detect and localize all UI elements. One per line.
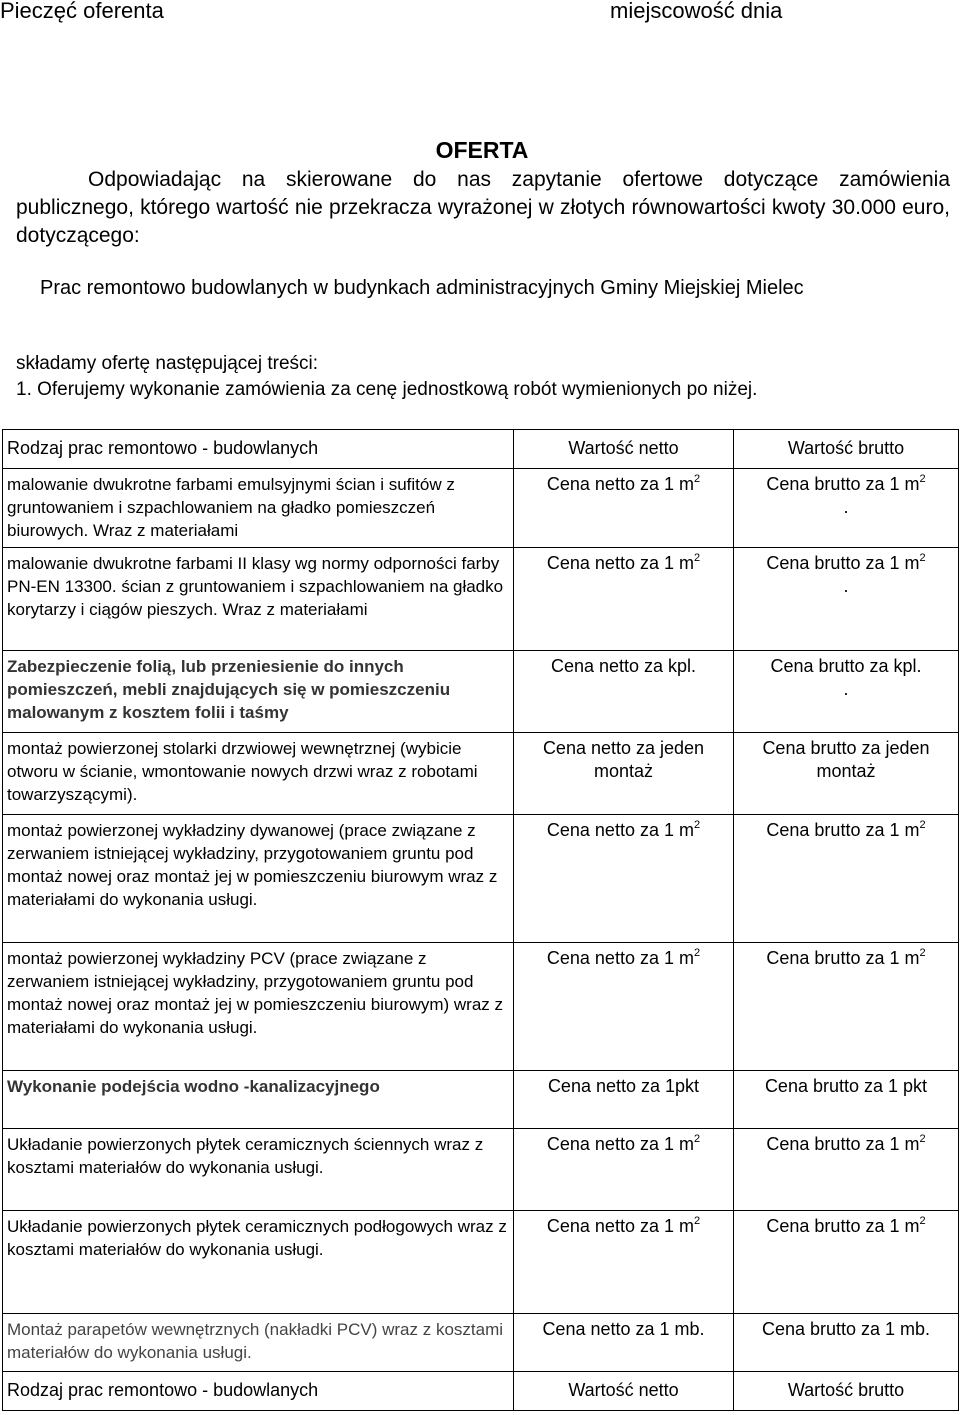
net-price-label: Cena netto za 1 m (546, 820, 694, 840)
gross-price-cell: Cena brutto za jeden montaż (734, 733, 959, 815)
unit-exponent: 2 (693, 1215, 701, 1227)
work-description: Montaż parapetów wewnętrznych (nakładki PCV) wraz z kosztami materiałów do wykonania usługi. (3, 1314, 514, 1372)
table-row (3, 469, 959, 548)
net-price-cell: Cena netto za jeden montaż (514, 733, 734, 815)
work-description: malowanie dwukrotne farbami emulsyjnymi ścian i sufitów z gruntowaniem i szpachlowaniem na gładko pomieszczeń biurowych. Wraz z materiałami (3, 469, 514, 548)
place-date-label: miejscowość dnia (610, 0, 783, 23)
net-price-label: Cena netto za 1 m (546, 1216, 694, 1236)
intro-paragraph: Odpowiadając na skierowane do nas zapytanie ofertowe dotyczące zamówienia publicznego, którego wartość nie przekracza wyrażonej w złotych równowartości kwoty 30.000 euro, dotyczącego: (16, 168, 950, 247)
work-description: montaż powierzonej wykładziny PCV (prace związane z zerwaniem istniejącej wykładziny, przygotowaniem gruntu pod montaż nowej oraz montaż jej w pomieszczeniu biurowym) wraz z materiałami do wykonania usługi. (3, 943, 514, 1071)
stamp-label: Pieczęć oferenta (0, 0, 164, 23)
gross-price-cell (734, 815, 959, 943)
footer-work-type: Rodzaj prac remontowo - budowlanych (3, 1372, 514, 1411)
net-price-cell (514, 548, 734, 651)
gross-price-cell (734, 1129, 959, 1211)
unit-exponent: 2 (919, 1133, 926, 1145)
unit-exponent: 2 (919, 552, 926, 564)
header-work-type: Rodzaj prac remontowo - budowlanych (3, 430, 514, 469)
work-description: montaż powierzonej wykładziny dywanowej (prace związane z zerwaniem istniejącej wykładziny, przygotowaniem gruntu pod montaż nowej oraz montaż jej w pomieszczeniu biurowym wraz z materiałami do wykonania usługi. (3, 815, 514, 943)
gross-price-cell: Cena brutto za 1 mb. (734, 1314, 959, 1372)
net-price-label: Cena netto za 1 m (546, 948, 694, 968)
gross-price-label: Cena brutto za 1 m (766, 1216, 920, 1236)
unit-exponent: 2 (693, 552, 701, 564)
work-description: Układanie powierzonych płytek ceramicznych ściennych wraz z kosztami materiałów do wykonania usługi. (3, 1129, 514, 1211)
net-price-cell (514, 1129, 734, 1211)
gross-price-label: Cena brutto za 1 m (766, 474, 920, 494)
table-row (3, 1071, 959, 1129)
work-description: Układanie powierzonych płytek ceramicznych podłogowych wraz z kosztami materiałów do wykonania usługi. (3, 1211, 514, 1314)
table-row (3, 548, 959, 651)
header-net-value: Wartość netto (514, 430, 734, 469)
net-price-cell (514, 469, 734, 548)
net-price-label: Cena netto za 1 m (546, 1134, 694, 1154)
unit-exponent: 2 (919, 947, 926, 959)
net-price-label: Cena netto za 1 m (546, 474, 694, 494)
table-row (3, 943, 959, 1071)
gross-price-label: Cena brutto za 1 m (766, 948, 920, 968)
gross-price-label: Cena brutto za 1 m (766, 820, 920, 840)
table-row (3, 651, 959, 733)
unit-exponent: 2 (693, 473, 701, 485)
gross-price-label: Cena brutto za 1 m (766, 1134, 920, 1154)
table-row (3, 733, 959, 815)
gross-price-dot: . (843, 497, 849, 517)
gross-price-cell: Cena brutto za 1 pkt (734, 1071, 959, 1129)
net-price-cell (514, 1211, 734, 1314)
footer-net-value: Wartość netto (514, 1372, 734, 1411)
table-row (3, 1129, 959, 1211)
table-footer-row (3, 1372, 959, 1411)
point-1: 1. Oferujemy wykonanie zamówienia za cenę jednostkową robót wymienionych po niżej. (16, 379, 758, 400)
gross-price-cell (734, 943, 959, 1071)
net-price-cell (514, 651, 734, 733)
footer-gross-value: Wartość brutto (734, 1372, 959, 1411)
gross-price-label: Cena brutto za 1 m (766, 553, 920, 573)
header-gross-value: Wartość brutto (734, 430, 959, 469)
net-price-label: Cena netto za kpl. (550, 656, 697, 676)
gross-price-cell (734, 1211, 959, 1314)
work-description: montaż powierzonej stolarki drzwiowej wewnętrznej (wybicie otworu w ścianie, wmontowanie nowych drzwi wraz z robotami towarzyszącymi). (3, 733, 514, 815)
gross-price-cell (734, 651, 959, 733)
work-description: Wykonanie podejścia wodno -kanalizacyjnego (3, 1071, 514, 1129)
unit-exponent: 2 (693, 1133, 701, 1145)
subject-paragraph: Prac remontowo budowlanych w budynkach administracyjnych Gminy Miejskiej Mielec (40, 277, 804, 299)
net-price-cell: Cena netto za 1pkt (514, 1071, 734, 1129)
unit-exponent: 2 (919, 473, 926, 485)
gross-price-dot: . (843, 679, 849, 699)
net-price-cell (514, 815, 734, 943)
net-price-cell (514, 943, 734, 1071)
table-row (3, 1211, 959, 1314)
table-header-row (3, 430, 959, 469)
net-price-cell: Cena netto za 1 mb. (514, 1314, 734, 1372)
work-description: Zabezpieczenie folią, lub przeniesienie do innych pomieszczeń, mebli znajdujących się w pomieszczeniu malowanym z kosztem folii i taśmy (3, 651, 514, 733)
work-description: malowanie dwukrotne farbami II klasy wg normy odporności farby PN-EN 13300. ścian z gruntowaniem i szpachlowaniem na gładko korytarzy i ciągów pieszych. Wraz z materiałami (3, 548, 514, 651)
table-row (3, 1314, 959, 1372)
unit-exponent: 2 (693, 947, 701, 959)
unit-exponent: 2 (919, 1215, 926, 1227)
gross-price-cell (734, 469, 959, 548)
net-price-label: Cena netto za 1 m (546, 553, 694, 573)
document-title: OFERTA (435, 137, 529, 163)
gross-price-label: Cena brutto za kpl. (770, 656, 922, 676)
unit-exponent: 2 (919, 819, 926, 831)
gross-price-cell (734, 548, 959, 651)
table-row (3, 815, 959, 943)
gross-price-dot: . (843, 576, 849, 596)
price-table (2, 429, 959, 1411)
offer-statement: składamy ofertę następującej treści: (16, 353, 319, 374)
unit-exponent: 2 (693, 819, 701, 831)
